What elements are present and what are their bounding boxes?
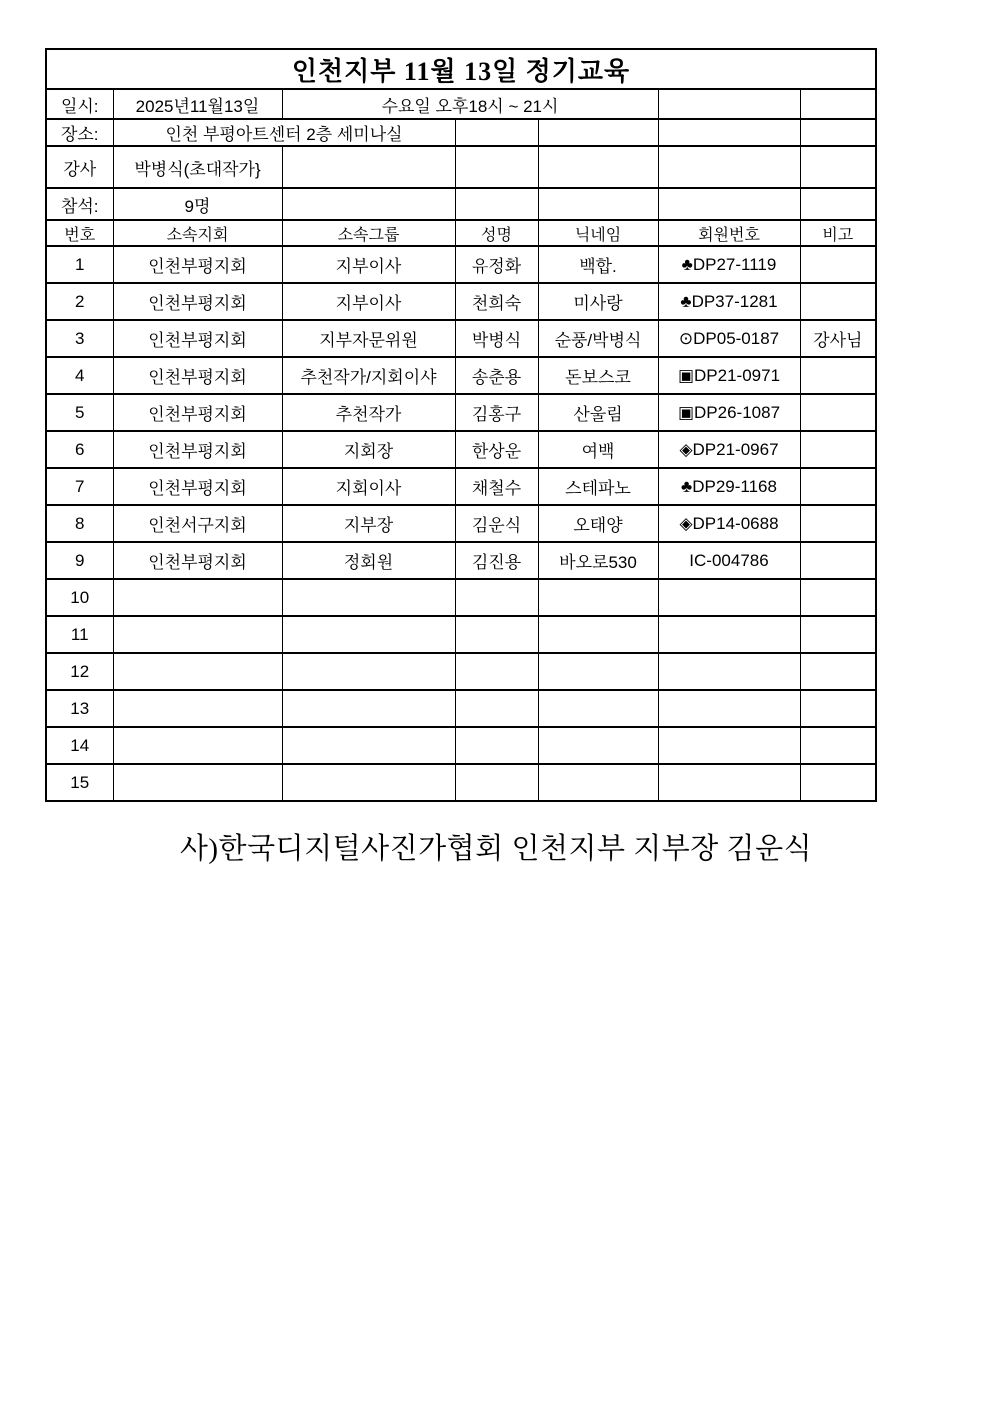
table-cell: 3 <box>46 320 113 357</box>
table-cell <box>800 357 876 394</box>
table-cell <box>455 727 538 764</box>
table-cell: 산울림 <box>538 394 658 431</box>
table-cell: 인천부평지회 <box>113 394 282 431</box>
footer-signature: 사)한국디지털사진가협회 인천지부 지부장 김운식 <box>179 833 813 865</box>
table-cell: ♣DP27-1119 <box>658 246 800 283</box>
location-row <box>46 119 876 146</box>
attendance-row <box>46 188 876 220</box>
table-row <box>46 246 876 283</box>
table-cell: 김홍구 <box>455 394 538 431</box>
table-cell: 바오로530 <box>538 542 658 579</box>
table-cell: 돈보스코 <box>538 357 658 394</box>
table-cell <box>282 690 455 727</box>
table-cell: 천희숙 <box>455 283 538 320</box>
empty-cell <box>455 146 538 188</box>
table-cell: 정회원 <box>282 542 455 579</box>
table-cell: 스테파노 <box>538 468 658 505</box>
table-cell: 백합. <box>538 246 658 283</box>
table-cell: 박병식 <box>455 320 538 357</box>
table-cell: 인천부평지회 <box>113 320 282 357</box>
table-cell <box>282 727 455 764</box>
table-cell <box>538 764 658 801</box>
table-cell <box>455 616 538 653</box>
table-cell: 추천작가/지회이샤 <box>282 357 455 394</box>
table-cell: 김진용 <box>455 542 538 579</box>
empty-cell <box>800 146 876 188</box>
table-cell: 지부이사 <box>282 246 455 283</box>
empty-cell <box>455 188 538 220</box>
table-cell <box>800 653 876 690</box>
table-cell: 채철수 <box>455 468 538 505</box>
empty-cell <box>538 119 658 146</box>
table-cell: 송춘용 <box>455 357 538 394</box>
table-cell: 오태양 <box>538 505 658 542</box>
table-row <box>46 616 876 653</box>
table-cell: 5 <box>46 394 113 431</box>
empty-cell <box>658 146 800 188</box>
table-cell: 11 <box>46 616 113 653</box>
table-cell: 4 <box>46 357 113 394</box>
table-row <box>46 505 876 542</box>
table-cell <box>282 616 455 653</box>
table-cell <box>658 616 800 653</box>
document-title: 인천지부 11월 13일 정기교육 <box>46 49 876 89</box>
table-cell: ◈DP21-0967 <box>658 431 800 468</box>
location-label: 장소: <box>46 119 113 146</box>
table-cell <box>538 616 658 653</box>
table-row <box>46 357 876 394</box>
attendance-label: 참석: <box>46 188 113 220</box>
datetime-row <box>46 89 876 119</box>
table-cell <box>455 690 538 727</box>
table-cell <box>113 764 282 801</box>
table-cell: 1 <box>46 246 113 283</box>
table-cell: ▣DP21-0971 <box>658 357 800 394</box>
table-cell <box>658 690 800 727</box>
empty-cell <box>455 119 538 146</box>
table-row <box>46 431 876 468</box>
table-cell <box>282 579 455 616</box>
table-row <box>46 283 876 320</box>
empty-cell <box>282 188 455 220</box>
table-cell: 지회이사 <box>282 468 455 505</box>
location-value: 인천 부평아트센터 2층 세미나실 <box>113 119 455 146</box>
table-cell: 순풍/박병식 <box>538 320 658 357</box>
table-row <box>46 764 876 801</box>
table-cell: 9 <box>46 542 113 579</box>
table-cell: 지회장 <box>282 431 455 468</box>
empty-cell <box>282 146 455 188</box>
table-cell: ♣DP37-1281 <box>658 283 800 320</box>
column-header-group: 소속그룹 <box>282 220 455 246</box>
table-cell: 8 <box>46 505 113 542</box>
table-cell: 10 <box>46 579 113 616</box>
table-cell: 한상운 <box>455 431 538 468</box>
table-cell: 6 <box>46 431 113 468</box>
table-cell <box>282 764 455 801</box>
table-cell: 강사님 <box>800 320 876 357</box>
table-row <box>46 320 876 357</box>
table-cell: 인천부평지회 <box>113 283 282 320</box>
instructor-row <box>46 146 876 188</box>
table-row <box>46 542 876 579</box>
table-cell <box>538 579 658 616</box>
table-cell: 12 <box>46 653 113 690</box>
empty-cell <box>800 119 876 146</box>
table-cell <box>113 653 282 690</box>
table-cell: 7 <box>46 468 113 505</box>
table-cell: 김운식 <box>455 505 538 542</box>
table-cell: 인천서구지회 <box>113 505 282 542</box>
instructor-value: 박병식(초대작가} <box>113 146 282 188</box>
empty-cell <box>800 188 876 220</box>
table-cell <box>658 764 800 801</box>
table-cell: 15 <box>46 764 113 801</box>
education-roster-table <box>45 48 877 802</box>
table-cell <box>800 283 876 320</box>
table-row <box>46 579 876 616</box>
empty-cell <box>800 89 876 119</box>
table-cell: IC-004786 <box>658 542 800 579</box>
table-cell <box>800 542 876 579</box>
header-row <box>46 220 876 246</box>
table-cell: 지부자문위원 <box>282 320 455 357</box>
table-cell: 유정화 <box>455 246 538 283</box>
table-cell <box>113 579 282 616</box>
table-cell <box>658 653 800 690</box>
table-cell: 인천부평지회 <box>113 357 282 394</box>
table-cell: ◈DP14-0688 <box>658 505 800 542</box>
datetime-date: 2025년11월13일 <box>113 89 282 119</box>
column-header-nickname: 닉네임 <box>538 220 658 246</box>
table-cell <box>455 653 538 690</box>
table-cell <box>113 616 282 653</box>
table-cell <box>658 579 800 616</box>
table-cell <box>455 764 538 801</box>
table-cell: 여백 <box>538 431 658 468</box>
table-cell: 2 <box>46 283 113 320</box>
empty-cell <box>538 146 658 188</box>
table-cell <box>113 727 282 764</box>
datetime-label: 일시: <box>46 89 113 119</box>
table-cell: 14 <box>46 727 113 764</box>
column-header-chapter: 소속지회 <box>113 220 282 246</box>
table-row <box>46 727 876 764</box>
table-cell <box>800 690 876 727</box>
table-body <box>46 246 876 801</box>
table-cell: 추천작가 <box>282 394 455 431</box>
table-cell <box>800 616 876 653</box>
table-row <box>46 690 876 727</box>
table-cell: 인천부평지회 <box>113 431 282 468</box>
column-header-name: 성명 <box>455 220 538 246</box>
table-cell: 인천부평지회 <box>113 468 282 505</box>
table-cell: ♣DP29-1168 <box>658 468 800 505</box>
table-cell <box>538 727 658 764</box>
table-row <box>46 468 876 505</box>
table-cell <box>538 653 658 690</box>
datetime-time: 수요일 오후18시 ~ 21시 <box>282 89 658 119</box>
table-cell <box>538 690 658 727</box>
table-cell <box>658 727 800 764</box>
table-cell <box>113 690 282 727</box>
table-cell: 인천부평지회 <box>113 246 282 283</box>
instructor-label: 강사 <box>46 146 113 188</box>
table-cell <box>800 394 876 431</box>
column-header-number: 번호 <box>46 220 113 246</box>
table-row <box>46 394 876 431</box>
table-cell: ▣DP26-1087 <box>658 394 800 431</box>
table-cell: 미사랑 <box>538 283 658 320</box>
empty-cell <box>658 89 800 119</box>
table-cell: 지부이사 <box>282 283 455 320</box>
empty-cell <box>658 119 800 146</box>
table-cell <box>800 727 876 764</box>
table-cell: 인천부평지회 <box>113 542 282 579</box>
attendance-value: 9명 <box>113 188 282 220</box>
column-header-member-no: 회원번호 <box>658 220 800 246</box>
table-row <box>46 653 876 690</box>
info-section <box>46 49 876 246</box>
empty-cell <box>658 188 800 220</box>
table-cell <box>455 579 538 616</box>
table-cell <box>800 764 876 801</box>
table-cell <box>800 505 876 542</box>
title-row <box>46 49 876 89</box>
table-cell <box>800 468 876 505</box>
table-cell <box>800 431 876 468</box>
empty-cell <box>538 188 658 220</box>
column-header-note: 비고 <box>800 220 876 246</box>
table-cell <box>800 579 876 616</box>
table-cell: 지부장 <box>282 505 455 542</box>
table-cell: 13 <box>46 690 113 727</box>
table-cell <box>800 246 876 283</box>
table-cell <box>282 653 455 690</box>
table-cell: ⊙DP05-0187 <box>658 320 800 357</box>
